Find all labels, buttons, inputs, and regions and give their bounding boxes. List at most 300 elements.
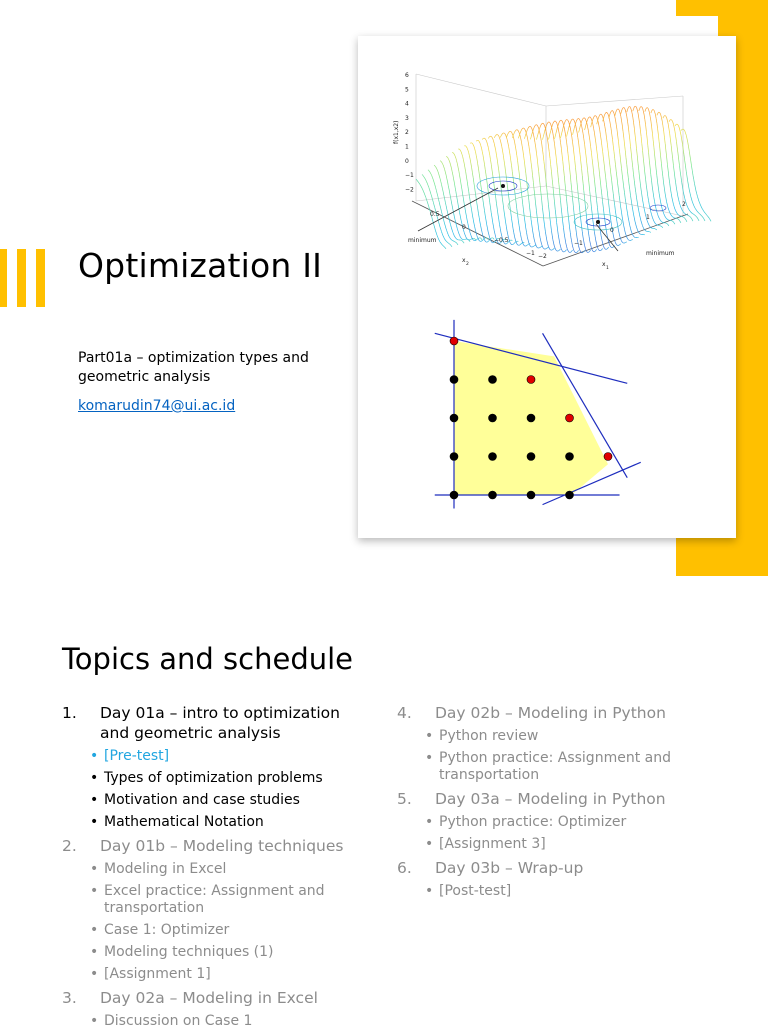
mesh-segment	[533, 134, 534, 138]
mesh-segment	[679, 220, 680, 221]
mesh-segment	[518, 220, 519, 225]
mesh-segment	[606, 231, 607, 235]
mesh-segment	[683, 129, 684, 130]
mesh-segment	[483, 200, 484, 205]
mesh-segment	[637, 229, 638, 231]
mesh-segment	[644, 115, 645, 120]
mesh-segment	[498, 135, 499, 136]
mesh-segment	[692, 220, 693, 222]
mesh-segment	[457, 164, 458, 168]
mesh-segment	[554, 138, 555, 143]
mesh-segment	[439, 222, 440, 225]
mesh-segment	[698, 218, 699, 219]
mesh-segment	[604, 116, 605, 119]
mesh-segment	[468, 186, 469, 191]
mesh-segment	[674, 207, 675, 209]
mesh-segment	[632, 113, 633, 117]
mesh-segment	[530, 246, 531, 247]
mesh-segment	[506, 136, 507, 138]
mesh-segment	[462, 189, 463, 194]
mesh-segment	[661, 221, 662, 222]
mesh-segment	[547, 248, 548, 249]
mesh-segment	[640, 123, 641, 129]
mesh-segment	[584, 242, 585, 246]
mesh-segment	[525, 223, 526, 228]
mesh-segment	[516, 150, 517, 155]
z-tick-label: 4	[405, 101, 409, 108]
mesh-segment	[423, 190, 424, 192]
mesh-segment	[582, 129, 583, 133]
mesh-segment	[699, 213, 700, 214]
mesh-segment	[521, 130, 522, 132]
mesh-segment	[634, 237, 635, 238]
mesh-segment	[521, 235, 522, 239]
mesh-segment	[437, 235, 438, 237]
mesh-segment	[602, 146, 603, 152]
x2-tick-label: −0.5	[494, 237, 509, 244]
mesh-segment	[673, 222, 674, 223]
mesh-segment	[460, 235, 461, 237]
mesh-segment	[466, 212, 467, 216]
z-tick-label: 5	[405, 86, 409, 93]
mesh-segment	[485, 164, 486, 169]
mesh-segment	[591, 199, 592, 206]
mesh-segment	[589, 237, 590, 241]
mesh-segment	[497, 135, 498, 136]
mesh-segment	[597, 247, 598, 249]
schedule-subitem-label: Motivation and case studies	[104, 792, 374, 809]
mesh-segment	[563, 123, 564, 125]
mesh-segment	[514, 243, 515, 244]
mesh-segment	[597, 207, 598, 214]
mesh-segment	[640, 215, 641, 218]
mesh-segment	[628, 107, 629, 108]
mesh-segment	[466, 172, 467, 177]
mesh-segment	[631, 146, 632, 153]
mesh-segment	[701, 215, 702, 216]
x1-tick-label: 2	[682, 201, 686, 208]
mesh-segment	[643, 111, 644, 115]
mesh-segment	[626, 158, 627, 165]
mesh-segment	[612, 181, 613, 187]
schedule-subitem	[62, 966, 374, 983]
mesh-segment	[573, 198, 574, 206]
schedule-subitem-label: Discussion on Case 1	[104, 1013, 374, 1030]
mesh-segment	[524, 211, 525, 217]
mesh-segment	[530, 207, 531, 214]
mesh-segment	[606, 184, 607, 191]
mesh-segment	[484, 238, 485, 239]
mesh-segment	[637, 156, 638, 163]
schedule-subitem-label: [Pre-test]	[104, 748, 374, 765]
mesh-segment	[596, 241, 597, 245]
mesh-segment	[543, 155, 544, 161]
lattice-point	[566, 414, 574, 422]
mesh-segment	[649, 224, 650, 226]
mesh-segment	[484, 240, 485, 241]
mesh-segment	[536, 125, 537, 126]
mesh-segment	[591, 245, 592, 248]
mesh-segment	[619, 196, 620, 202]
mesh-segment	[498, 165, 499, 170]
mesh-segment	[686, 166, 687, 171]
mesh-segment	[451, 245, 452, 246]
mesh-segment	[439, 176, 440, 179]
mesh-segment	[652, 133, 653, 140]
mesh-segment	[567, 246, 568, 249]
mesh-segment	[573, 206, 574, 213]
mesh-segment	[603, 246, 604, 248]
mesh-segment	[585, 206, 586, 213]
mesh-segment	[626, 113, 627, 117]
mesh-segment	[658, 129, 659, 135]
mesh-segment	[482, 139, 483, 140]
mesh-segment	[638, 113, 639, 118]
mesh-segment	[481, 230, 482, 233]
mesh-segment	[458, 167, 459, 171]
mesh-segment	[473, 144, 474, 145]
mesh-segment	[582, 226, 583, 232]
mesh-segment	[463, 194, 464, 199]
mesh-segment	[545, 232, 546, 237]
mesh-segment	[647, 108, 648, 109]
mesh-segment	[472, 215, 473, 219]
mesh-segment	[506, 226, 507, 230]
mesh-segment	[576, 121, 577, 123]
mesh-segment	[536, 210, 537, 217]
mesh-segment	[617, 221, 618, 226]
mesh-segment	[515, 190, 516, 196]
mesh-segment	[476, 240, 477, 241]
author-email-link[interactable]: komarudin74@ui.ac.id	[78, 398, 235, 414]
mesh-segment	[694, 180, 695, 184]
schedule-item-label: Day 02a – Modeling in Excel	[100, 988, 374, 1008]
mesh-segment	[585, 245, 586, 248]
mesh-segment	[461, 185, 462, 190]
mesh-segment	[512, 132, 513, 133]
bullet-icon: •	[425, 814, 439, 831]
mesh-segment	[441, 229, 442, 231]
bullet-icon: •	[90, 944, 104, 961]
mesh-segment	[568, 214, 569, 221]
mesh-segment	[521, 185, 522, 192]
mesh-segment	[704, 219, 705, 221]
mesh-segment	[515, 242, 516, 243]
mesh-segment	[600, 114, 601, 115]
mesh-segment	[505, 216, 506, 221]
mesh-segment	[622, 109, 623, 111]
mesh-segment	[422, 188, 423, 190]
mesh-segment	[652, 110, 653, 111]
mesh-segment	[507, 134, 508, 136]
mesh-segment	[678, 125, 679, 126]
bullet-icon: •	[90, 883, 104, 917]
mesh-segment	[539, 229, 540, 234]
mesh-segment	[435, 185, 436, 188]
mesh-segment	[628, 218, 629, 222]
mesh-segment	[697, 194, 698, 197]
mesh-segment	[542, 144, 543, 149]
mesh-segment	[670, 214, 671, 215]
mesh-segment	[555, 133, 556, 136]
mesh-segment	[445, 240, 446, 241]
mesh-segment	[466, 236, 467, 238]
mesh-segment	[442, 163, 443, 165]
mesh-segment	[578, 190, 579, 198]
figure-card	[358, 36, 736, 538]
mesh-segment	[631, 231, 632, 233]
mesh-segment	[673, 217, 674, 218]
mesh-segment	[605, 127, 606, 132]
mesh-segment	[476, 152, 477, 156]
mesh-segment	[534, 246, 535, 247]
mesh-segment	[633, 168, 634, 175]
mesh-segment	[666, 198, 667, 202]
mesh-segment	[530, 127, 531, 128]
mesh-segment	[541, 124, 542, 125]
mesh-segment	[502, 147, 503, 151]
mesh-segment	[445, 169, 446, 172]
mesh-segment	[686, 135, 687, 138]
mesh-segment	[455, 156, 456, 158]
mesh-segment	[520, 135, 521, 138]
mesh-segment	[601, 188, 602, 195]
mesh-segment	[418, 182, 419, 183]
mesh-segment	[634, 128, 635, 135]
mesh-segment	[540, 247, 541, 248]
mesh-segment	[617, 130, 618, 136]
mesh-segment	[622, 217, 623, 222]
mesh-segment	[618, 184, 619, 190]
mesh-segment	[582, 120, 583, 122]
mesh-segment	[518, 215, 519, 221]
mesh-segment	[477, 236, 478, 238]
mesh-segment	[655, 206, 656, 209]
lattice-point	[489, 453, 497, 461]
mesh-segment	[619, 245, 620, 246]
mesh-segment	[521, 129, 522, 130]
mesh-segment	[647, 191, 648, 196]
mesh-segment	[642, 195, 643, 200]
mesh-segment	[638, 163, 639, 170]
mesh-segment	[591, 146, 592, 152]
mesh-segment	[478, 208, 479, 213]
mesh-segment	[678, 196, 679, 200]
mesh-segment	[668, 208, 669, 210]
mesh-segment	[437, 170, 438, 172]
mesh-segment	[563, 126, 564, 129]
mesh-segment	[621, 241, 622, 242]
mesh-segment	[531, 134, 532, 137]
mesh-segment	[642, 224, 643, 226]
mesh-segment	[595, 138, 596, 143]
mesh-segment	[582, 126, 583, 130]
mesh-segment	[611, 247, 612, 248]
mesh-segment	[585, 127, 586, 130]
mesh-segment	[670, 212, 671, 214]
mesh-segment	[540, 238, 541, 242]
mesh-segment	[467, 220, 468, 224]
mesh-segment	[503, 205, 504, 211]
mesh-segment	[580, 213, 581, 220]
mesh-segment	[530, 245, 531, 246]
mesh-segment	[489, 197, 490, 203]
slide-title: Optimization II	[78, 246, 322, 285]
mesh-segment	[545, 168, 546, 175]
mesh-segment	[553, 240, 554, 244]
mesh-segment	[563, 161, 564, 168]
mesh-segment	[562, 250, 563, 251]
schedule-item-number: 5.	[397, 789, 435, 809]
mesh-segment	[544, 221, 545, 227]
mesh-segment	[555, 121, 556, 122]
mesh-segment	[465, 235, 466, 237]
mesh-segment	[579, 130, 580, 133]
mesh-segment	[572, 119, 573, 120]
mesh-segment	[616, 124, 617, 129]
mesh-segment	[567, 134, 568, 137]
mesh-segment	[564, 176, 565, 184]
mesh-segment	[599, 168, 600, 175]
mesh-segment	[537, 159, 538, 165]
mesh-segment	[618, 136, 619, 142]
mesh-segment	[603, 119, 604, 122]
mesh-segment	[561, 208, 562, 215]
mesh-segment	[550, 249, 551, 250]
mesh-segment	[548, 141, 549, 146]
mesh-segment	[446, 229, 447, 231]
mesh-segment	[569, 125, 570, 128]
mesh-segment	[573, 119, 574, 120]
mesh-segment	[651, 212, 652, 215]
mesh-segment	[649, 160, 650, 167]
mesh-segment	[662, 121, 663, 126]
schedule-item	[397, 789, 697, 809]
mesh-segment	[521, 238, 522, 241]
mesh-segment	[579, 249, 580, 251]
mesh-segment	[550, 158, 551, 165]
mesh-segment	[520, 244, 521, 245]
mesh-segment	[616, 244, 617, 245]
mesh-segment	[515, 236, 516, 239]
mesh-segment	[506, 171, 507, 177]
mesh-segment	[686, 220, 687, 222]
mesh-segment	[598, 117, 599, 119]
mesh-segment	[670, 183, 671, 188]
mesh-segment	[562, 215, 563, 222]
mesh-segment	[636, 106, 637, 107]
mesh-segment	[435, 166, 436, 167]
mesh-segment	[514, 233, 515, 237]
mesh-segment	[634, 122, 635, 128]
mesh-segment	[612, 134, 613, 140]
mesh-segment	[616, 171, 617, 177]
mesh-segment	[667, 158, 668, 165]
mesh-segment	[664, 213, 665, 215]
mesh-segment	[594, 226, 595, 232]
mesh-segment	[683, 191, 684, 195]
mesh-segment	[661, 115, 662, 118]
mesh-segment	[670, 139, 671, 145]
mesh-segment	[421, 185, 422, 186]
mesh-segment	[695, 216, 696, 217]
mesh-segment	[454, 183, 455, 187]
schedule-item-label: Day 03b – Wrap-up	[435, 858, 697, 878]
mesh-segment	[508, 189, 509, 195]
mesh-segment	[665, 116, 666, 117]
mesh-segment	[595, 251, 596, 252]
mesh-segment	[430, 173, 431, 174]
mesh-segment	[645, 173, 646, 180]
mesh-segment	[585, 198, 586, 205]
mesh-segment	[663, 117, 664, 119]
mesh-segment	[672, 152, 673, 159]
mesh-segment	[447, 178, 448, 182]
mesh-segment	[548, 244, 549, 247]
mesh-segment	[641, 136, 642, 143]
mesh-segment	[608, 149, 609, 155]
mesh-segment	[619, 234, 620, 237]
mesh-segment	[477, 204, 478, 209]
mesh-segment	[480, 222, 481, 226]
mesh-segment	[536, 204, 537, 211]
mesh-segment	[611, 221, 612, 226]
mesh-segment	[591, 118, 592, 119]
schedule-subitem-label: Excel practice: Assignment and transportation	[104, 883, 374, 917]
mesh-segment	[632, 161, 633, 168]
mesh-segment	[444, 167, 445, 169]
mesh-segment	[685, 218, 686, 219]
mesh-segment	[570, 128, 571, 132]
mesh-segment	[576, 232, 577, 237]
mesh-segment	[596, 193, 597, 200]
mesh-segment	[579, 119, 580, 120]
mesh-segment	[555, 150, 556, 156]
mesh-segment	[465, 208, 466, 212]
mesh-segment	[434, 165, 435, 166]
mesh-segment	[528, 127, 529, 128]
mesh-segment	[474, 183, 475, 188]
mesh-segment	[451, 165, 452, 168]
mesh-segment	[689, 190, 690, 194]
mesh-segment	[543, 123, 544, 124]
mesh-segment	[625, 144, 626, 151]
mesh-segment	[432, 176, 433, 178]
mesh-segment	[625, 198, 626, 203]
mesh-segment	[659, 193, 660, 198]
mesh-segment	[441, 182, 442, 185]
mesh-segment	[573, 148, 574, 154]
mesh-segment	[644, 166, 645, 173]
mesh-segment	[452, 240, 453, 241]
mesh-segment	[484, 206, 485, 211]
mesh-segment	[481, 145, 482, 148]
mesh-segment	[658, 216, 659, 218]
mesh-segment	[684, 130, 685, 131]
mesh-segment	[450, 163, 451, 166]
mesh-segment	[579, 149, 580, 155]
mesh-segment	[669, 120, 670, 121]
mesh-segment	[705, 213, 706, 214]
mesh-segment	[561, 135, 562, 138]
mesh-segment	[582, 252, 583, 253]
mesh-segment	[675, 125, 676, 126]
mesh-segment	[482, 148, 483, 151]
mesh-segment	[576, 125, 577, 128]
mesh-segment	[457, 161, 458, 164]
x2-axis-subscript: 2	[466, 261, 469, 267]
mesh-segment	[631, 228, 632, 231]
